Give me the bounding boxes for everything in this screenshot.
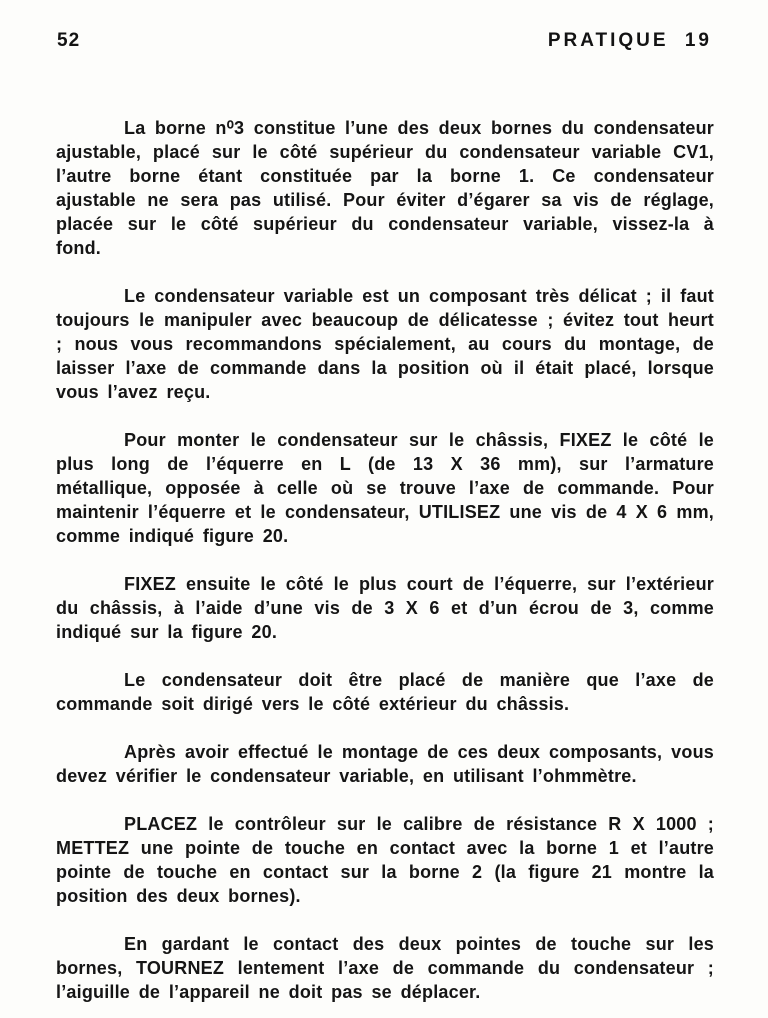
paragraph-fixez-cote-court: FIXEZ ensuite le côté le plus court de l’équerre, sur l’extérieur du châssis, à l’aide d’une vis de 3 X 6 et d’un écrou de 3, comme indiqué sur la figure 20. <box>56 574 714 642</box>
page-header <box>0 0 768 52</box>
paragraph-tournez-axe: En gardant le contact des deux pointes de touche sur les bornes, TOURNEZ lentement l’axe de commande du condensateur ; l’aiguille de l’appareil ne doit pas se déplacer. <box>56 934 714 1002</box>
paragraph-borne-3: La borne n⁰3 constitue l’une des deux bornes du condensateur ajustable, placé sur le côté supérieur du condensateur variable CV1, l’autre borne étant constituée par la borne 1. Ce condensateur ajustable ne sera pas utilisé. Pour éviter d’égarer sa vis de réglage, placée sur le côté supérieur du condensateur variable, vissez-la à fond. <box>56 118 714 258</box>
paragraph-placez-controleur: PLACEZ le contrôleur sur le calibre de résistance R X 1000 ; METTEZ une pointe de touche en contact avec la borne 1 et l’autre pointe de touche en contact sur la borne 2 (la figure 21 montre la position des deux bornes). <box>56 814 714 906</box>
page-number: 52 <box>57 30 81 51</box>
paragraph-condensateur-delicat: Le condensateur variable est un composant très délicat ; il faut toujours le manipuler avec beaucoup de délicatesse ; évitez tout heurt ; nous vous recommandons spécialement, au cours du montage, de laisser l’axe de commande dans la position où il était placé, lorsque vous l’avez reçu. <box>56 286 714 402</box>
running-head-title: PRATIQUE 19 <box>547 30 712 51</box>
paragraph-verifier-ohmmetre: Après avoir effectué le montage de ces deux composants, vous devez vérifier le condensateur variable, en utilisant l’ohmmètre. <box>56 742 714 786</box>
page-body <box>56 116 714 1004</box>
paragraph-monter-condensateur: Pour monter le condensateur sur le châssis, FIXEZ le côté le plus long de l’équerre en L (de 13 X 36 mm), sur l’armature métallique, opposée à celle où se trouve l’axe de commande. Pour maintenir l’équerre et le condensateur, UTILISEZ une vis de 4 X 6 mm, comme indiqué figure 20. <box>56 430 714 546</box>
paragraph-axe-commande: Le condensateur doit être placé de manière que l’axe de commande soit dirigé vers le côté extérieur du châssis. <box>56 670 714 714</box>
